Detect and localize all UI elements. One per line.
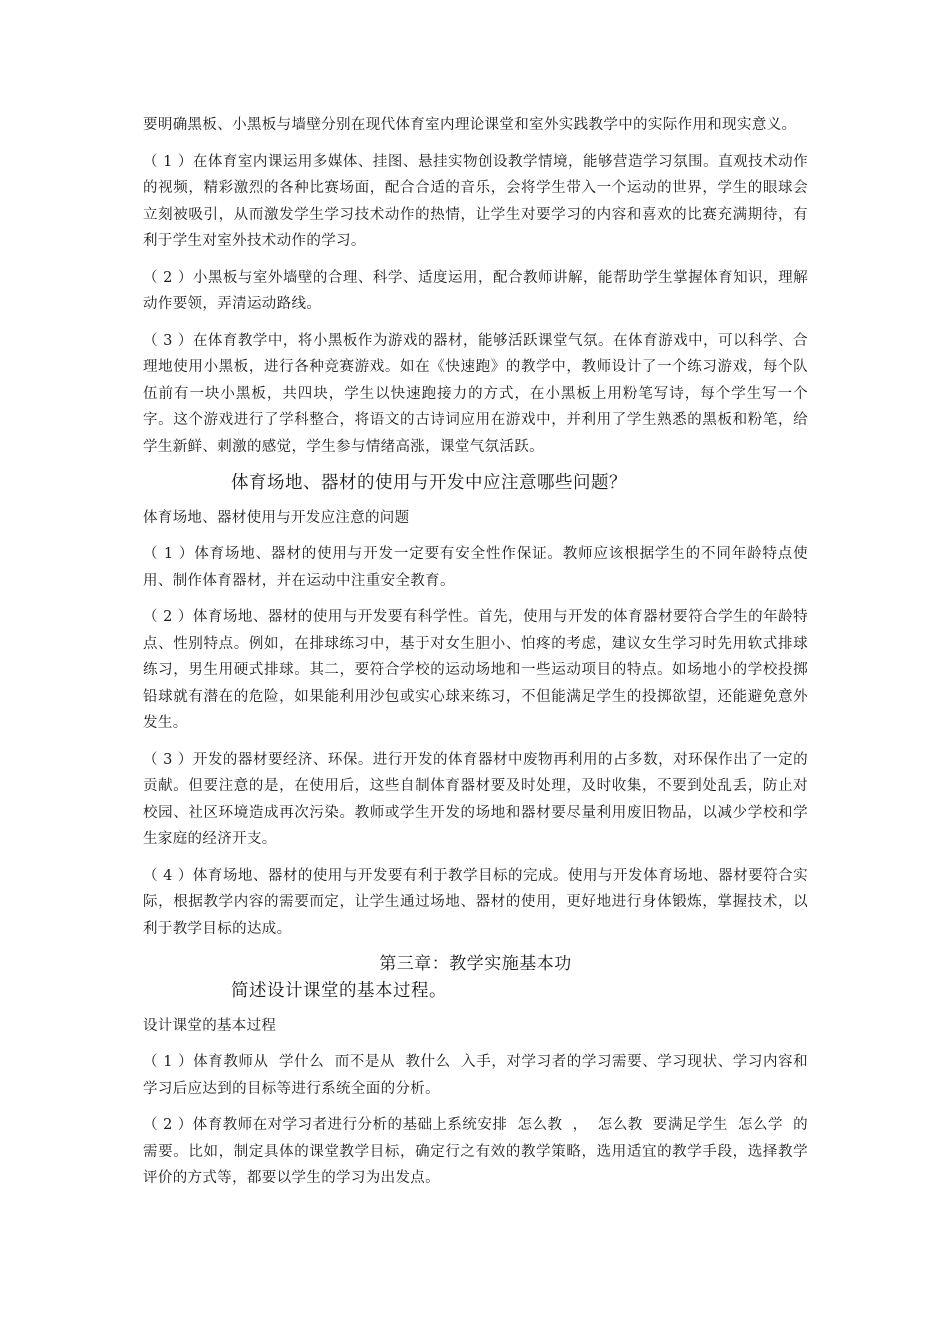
paragraph-design-2: （ 2 ）体育教师在对学习者进行分析的基础上系统安排 怎么教 ， 怎么教 要满足学生 怎么学 的需要。比如，制定具体的课堂教学目标，确定行之有效的教学策略，选用适宜的教学手段，选择教学评价的方式等，都要以学生的学习为出发点。	[143, 1117, 808, 1186]
paragraph-item-2: （ 2 ）小黑板与室外墙壁的合理、科学、适度运用，配合教师讲解，能帮助学生掌握体育知识，理解动作要领，弄清运动路线。	[143, 269, 808, 312]
paragraph-item-1: （ 1 ）在体育室内课运用多媒体、挂图、悬挂实物创设教学情境，能够营造学习氛围。直观技术动作的视频，精彩激烈的各种比赛场面，配合合适的音乐，会将学生带入一个运动的世界，学生的眼球会立刻被吸引，从而激发学生学习技术动作的热情，让学生对要学习的内容和喜欢的比赛充满期待，有利于学生对室外技术动作的学习。	[143, 153, 808, 249]
question-heading-design: 简述设计课堂的基本过程。	[231, 981, 447, 1001]
answer-label-venues: 体育场地、器材使用与开发应注意的问题	[143, 510, 410, 526]
paragraph-venue-2: （ 2 ）体育场地、器材的使用与开发要有科学性。首先，使用与开发的体育器材要符合学生的年龄特点、性别特点。例如，在排球练习中，基于对女生胆小、怕疼的考虑，建议女生学习时先用软式排球练习，男生用硬式排球。其二，要符合学校的运动场地和一些运动项目的特点。如场地小的学校投掷铅球就有潜在的危险，如果能利用沙包或实心球来练习，不但能满足学生的投掷欲望，还能避免意外发生。	[143, 609, 808, 731]
paragraph-item-3: （ 3 ）在体育教学中，将小黑板作为游戏的器材，能够活跃课堂气氛。在体育游戏中，可以科学、合理地使用小黑板，进行各种竞赛游戏。如在《快速跑》的教学中，教师设计了一个练习游戏，每个队伍前有一块小黑板，共四块，学生以快速跑接力的方式，在小黑板上用粉笔写诗，每个学生写一个字。这个游戏进行了学科整合，将语文的古诗词应用在游戏中，并利用了学生熟悉的黑板和粉笔，给学生新鲜、刺激的感觉，学生参与情绪高涨，课堂气氛活跃。	[143, 332, 808, 455]
paragraph-venue-1: （ 1 ）体育场地、器材的使用与开发一定要有安全性作保证。教师应该根据学生的不同年龄特点使用、制作体育器材，并在运动中注重安全教育。	[143, 546, 808, 589]
document-content	[143, 112, 808, 1202]
answer-label-design: 设计课堂的基本过程	[143, 1018, 277, 1034]
chapter-title: 第三章：教学实施基本功	[379, 954, 572, 974]
paragraph-design-1: （ 1 ）体育教师从 学什么 而不是从 教什么 入手，对学习者的学习需要、学习现状、学习内容和学习后应达到的目标等进行系统全面的分析。	[143, 1054, 808, 1097]
paragraph-intro: 要明确黑板、小黑板与墙壁分别在现代体育室内理论课堂和室外实践教学中的实际作用和现实意义。	[143, 117, 797, 133]
paragraph-venue-3: （ 3 ）开发的器材要经济、环保。进行开发的体育器材中废物再利用的占多数，对环保作出了一定的贡献。但要注意的是，在使用后，这些自制体育器材要及时处理，及时收集，不要到处乱丢，防止对校园、社区环境造成再次污染。教师或学生开发的场地和器材要尽量利用废旧物品，以减少学校和学生家庭的经济开支。	[143, 751, 808, 847]
question-heading-venues: 体育场地、器材的使用与开发中应注意哪些问题？	[231, 473, 627, 493]
paragraph-venue-4: （ 4 ）体育场地、器材的使用与开发要有利于教学目标的完成。使用与开发体育场地、器材要符合实际，根据教学内容的需要而定，让学生通过场地、器材的使用，更好地进行身体锻炼，掌握技术，以利于教学目标的达成。	[143, 867, 808, 937]
